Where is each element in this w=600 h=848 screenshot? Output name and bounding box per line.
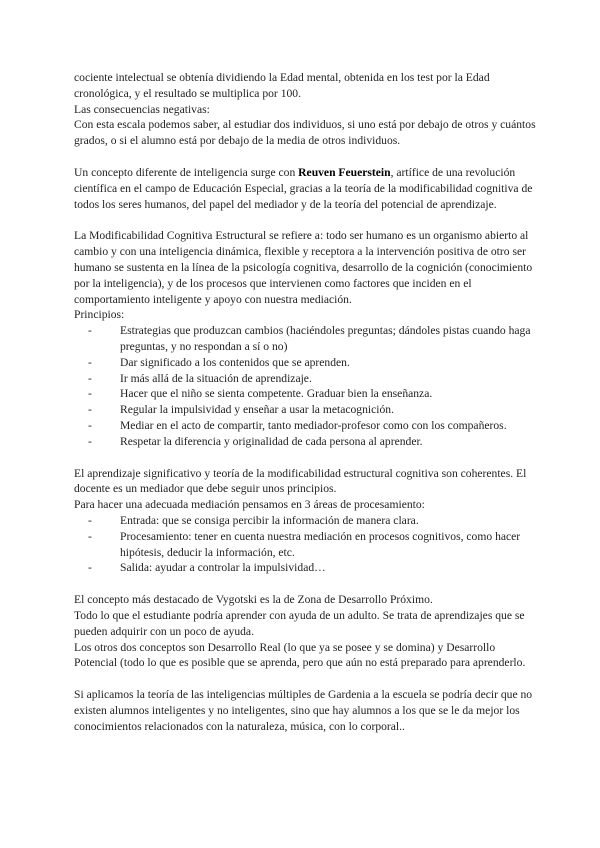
principles-label: Principios: bbox=[74, 308, 125, 322]
paragraph-scale-comparison: Con esta escala podemos saber, al estudiar dos individuos, si uno está por debajo de otros y cuántos grados, o si el alumno está por debajo de la media de otros individuos. bbox=[74, 118, 536, 148]
list-item: - Ir más allá de la situación de aprendizaje. bbox=[88, 371, 540, 387]
list-item: - Hacer que el niño se sienta competente. Graduar bien la enseñanza. bbox=[88, 386, 540, 402]
paragraph-multiple-intelligences: Si aplicamos la teoría de las inteligencias múltiples de Gardenia a la escuela se podría decir que no existen alumnos inteligentes y no inteligentes, sino que hay alumnos a los que se le da mejor los conocimientos relacionados con la naturaleza, música, con lo corporal.. bbox=[74, 688, 533, 733]
spacer bbox=[74, 450, 540, 466]
paragraph-processing-areas: Para hacer una adecuada mediación pensamos en 3 áreas de procesamiento: bbox=[74, 498, 425, 512]
principles-list bbox=[74, 323, 540, 449]
paragraph-feuerstein bbox=[74, 165, 540, 212]
paragraph-zdp-definition: Todo lo que el estudiante podría aprender con ayuda de un adulto. Se trata de aprendizajes que se pueden adquirir con un poco de ayuda. bbox=[74, 608, 525, 638]
paragraph-modifiability: La Modificabilidad Cognitiva Estructural se refiere a: todo ser humano es un organismo abierto al cambio y con una inteligencia dinámica, flexible y receptora a la intervención positiva de otro ser humano se sustenta en la línea de la psicología cognitiva, desarrollo de la cognición (conocimiento por la inteligencia), y de los procesos que intervienen como factores que inciden en el comportamiento inteligente y apoyo con nuestra mediación. bbox=[74, 229, 533, 306]
paragraph-consequences-label: Las consecuencias negativas: bbox=[74, 102, 210, 116]
processing-list bbox=[74, 513, 540, 576]
list-item: - Salida: ayudar a controlar la impulsividad… bbox=[88, 560, 540, 576]
spacer bbox=[74, 212, 540, 228]
feuerstein-name: Reuven Feuerstein bbox=[298, 165, 391, 179]
list-item: - Mediar en el acto de compartir, tanto mediador-profesor como con los compañeros. bbox=[88, 418, 540, 434]
spacer bbox=[74, 671, 540, 687]
list-item: - Entrada: que se consiga percibir la información de manera clara. bbox=[88, 513, 540, 529]
paragraph-vygotski: El concepto más destacado de Vygotski es la de Zona de Desarrollo Próximo. bbox=[74, 593, 433, 607]
list-item: - Dar significado a los contenidos que se aprenden. bbox=[88, 355, 540, 371]
list-item: - Respetar la diferencia y originalidad de cada persona al aprender. bbox=[88, 434, 540, 450]
list-item: - Procesamiento: tener en cuenta nuestra mediación en procesos cognitivos, como hacer hipótesis, deducir la información, etc. bbox=[88, 529, 540, 561]
paragraph-ci-definition: cociente intelectual se obtenía dividiendo la Edad mental, obtenida en los test por la Edad cronológica, y el resultado se multiplica por 100. bbox=[74, 71, 490, 100]
list-item: - Estrategias que produzcan cambios (haciéndoles preguntas; dándoles pistas cuando haga preguntas, y no respondan a sí o no) bbox=[88, 323, 540, 355]
feuerstein-rest-text: , artífice de una revolución científica en el campo de Educación Especial, gracias a la teoría de la modificabilidad cognitiva de todos los seres humanos, del papel del mediador y de la teoría del potencial de aprendizaje. bbox=[74, 165, 533, 211]
spacer bbox=[74, 576, 540, 592]
paragraph-development-concepts: Los otros dos conceptos son Desarrollo Real (lo que ya se posee y se domina) y Desarrollo Potencial (todo lo que es posible que se aprenda, pero que aún no está preparado para aprenderlo. bbox=[74, 640, 526, 670]
spacer bbox=[74, 149, 540, 165]
paragraph-meaningful-learning: El aprendizaje significativo y teoría de la modificabilidad estructural cognitiva son coherentes. El docente es un mediador que debe seguir unos principios. bbox=[74, 466, 527, 496]
feuerstein-intro-text: Un concepto diferente de inteligencia surge con bbox=[74, 165, 299, 179]
list-item: - Regular la impulsividad y enseñar a usar la metacognición. bbox=[88, 402, 540, 418]
